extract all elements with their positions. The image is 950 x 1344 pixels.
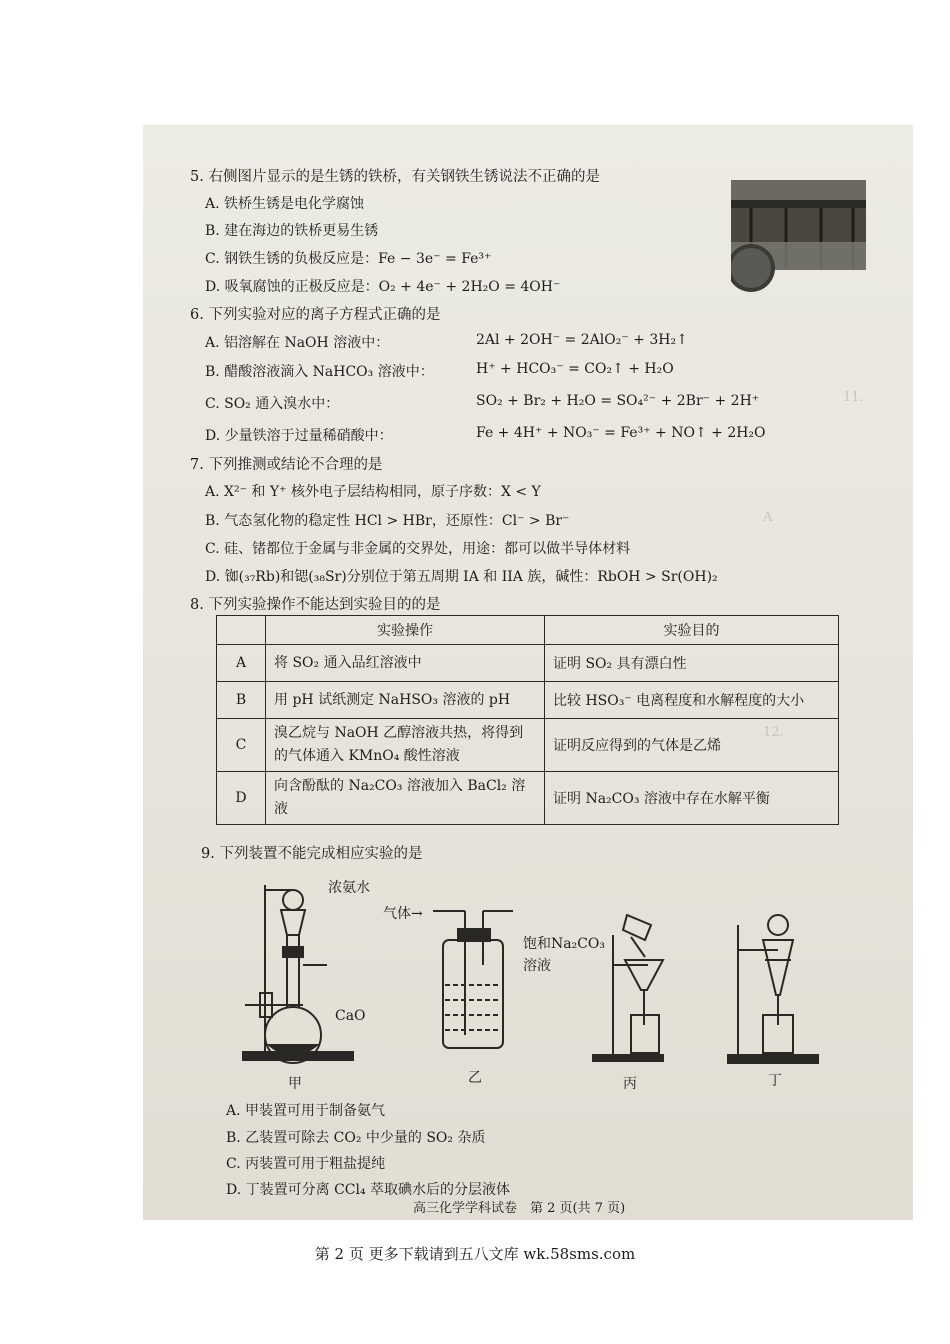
q5-stem: 5. 右侧图片显示的是生锈的铁桥，有关钢铁生锈说法不正确的是: [190, 169, 600, 185]
document-footer: 第 2 页 更多下载请到五八文库 wk.58sms.com: [314, 1245, 636, 1263]
table-row: [217, 645, 839, 682]
q5-option-a: A. 铁桥生锈是电化学腐蚀: [205, 196, 365, 212]
row-key: C: [217, 719, 266, 772]
q9-option-c: C. 丙装置可用于粗盐提纯: [226, 1156, 386, 1172]
table-row: [217, 719, 839, 772]
row-key: A: [217, 645, 266, 682]
label-jia: 甲: [288, 1076, 302, 1092]
bleed-text: 12.: [763, 725, 784, 740]
row-operation: 将 SO₂ 通入品红溶液中: [266, 645, 545, 682]
q7-stem: 7. 下列推测或结论不合理的是: [190, 457, 383, 473]
row-goal: 证明反应得到的气体是乙烯: [545, 719, 839, 772]
label-cao: CaO: [335, 1008, 366, 1024]
row-key: D: [217, 772, 266, 825]
bleed-text: 11.: [843, 390, 864, 405]
table-header-cell: [217, 616, 266, 645]
q9-option-a: A. 甲装置可用于制备氨气: [226, 1103, 386, 1119]
label-ammonia: 浓氨水: [328, 880, 370, 896]
row-operation: 向含酚酞的 Na₂CO₃ 溶液加入 BaCl₂ 溶液: [266, 772, 545, 825]
q9-stem: 9. 下列装置不能完成相应实验的是: [201, 846, 423, 862]
table-row: [217, 682, 839, 719]
label-yi: 乙: [468, 1070, 482, 1086]
q9-option-d: D. 丁装置可分离 CCl₄ 萃取碘水后的分层液体: [226, 1182, 511, 1198]
q6-option-c-label: C. SO₂ 通入溴水中：: [205, 396, 340, 412]
row-operation: 用 pH 试纸测定 NaHSO₃ 溶液的 pH: [266, 682, 545, 719]
q6-option-b-label: B. 醋酸溶液滴入 NaHCO₃ 溶液中：: [205, 364, 434, 380]
label-gas-inlet: 气体→: [383, 906, 423, 922]
table-header-cell: 实验目的: [545, 616, 839, 645]
row-goal: 证明 Na₂CO₃ 溶液中存在水解平衡: [545, 772, 839, 825]
label-bing: 丙: [623, 1076, 637, 1092]
apparatus-jia: [243, 885, 353, 1063]
label-na2co3-solution: 溶液: [523, 958, 551, 974]
q6-option-b-equation: H⁺ + HCO₃⁻ = CO₂↑ + H₂O: [476, 361, 674, 377]
q9-option-b: B. 乙装置可除去 CO₂ 中少量的 SO₂ 杂质: [226, 1130, 486, 1146]
q7-option-a: A. X²⁻ 和 Y⁺ 核外电子层结构相同，原子序数：X < Y: [205, 484, 541, 500]
q5-option-b: B. 建在海边的铁桥更易生锈: [205, 223, 379, 239]
bleed-text: A: [763, 510, 773, 525]
q8-stem: 8. 下列实验操作不能达到实验目的的是: [190, 597, 441, 613]
q7-option-b: B. 气态氢化物的稳定性 HCl > HBr，还原性：Cl⁻ > Br⁻: [205, 513, 570, 529]
q6-option-c-equation: SO₂ + Br₂ + H₂O = SO₄²⁻ + 2Br⁻ + 2H⁺: [476, 393, 760, 409]
label-na2co3: 饱和Na₂CO₃: [523, 936, 606, 952]
q8-experiment-table: [216, 615, 839, 825]
table-row: [217, 772, 839, 825]
table-header-row: [217, 616, 839, 645]
q5-option-c: C. 钢铁生锈的负极反应是：Fe − 3e⁻ = Fe³⁺: [205, 251, 492, 267]
scanned-exam-photo: [143, 125, 913, 1220]
q6-option-d-label: D. 少量铁溶于过量稀硝酸中：: [205, 428, 393, 444]
q7-option-c: C. 硅、锗都位于金属与非金属的交界处，用途：都可以做半导体材料: [205, 541, 631, 557]
row-operation: 溴乙烷与 NaOH 乙醇溶液共热，将得到的气体通入 KMnO₄ 酸性溶液: [266, 719, 545, 772]
q6-option-a-label: A. 铝溶解在 NaOH 溶液中：: [205, 335, 390, 351]
q7-option-d: D. 铷(₃₇Rb)和锶(₃₈Sr)分别位于第五周期 IA 和 IIA 族，碱性：RbOH > Sr(OH)₂: [205, 569, 718, 585]
row-goal: 比较 HSO₃⁻ 电离程度和水解程度的大小: [545, 682, 839, 719]
q6-stem: 6. 下列实验对应的离子方程式正确的是: [190, 307, 441, 323]
row-key: B: [217, 682, 266, 719]
row-goal: 证明 SO₂ 具有漂白性: [545, 645, 839, 682]
rusty-bridge-image: [731, 180, 866, 292]
q6-option-a-equation: 2Al + 2OH⁻ = 2AlO₂⁻ + 3H₂↑: [476, 332, 688, 348]
exam-page-footer: 高三化学学科试卷 第 2 页(共 7 页): [413, 1201, 626, 1216]
apparatus-ding: [728, 915, 818, 1063]
label-ding: 丁: [768, 1073, 782, 1089]
q5-option-d: D. 吸氧腐蚀的正极反应是：O₂ + 4e⁻ + 2H₂O = 4OH⁻: [205, 279, 561, 295]
apparatus-yi: [433, 911, 513, 1048]
q6-option-d-equation: Fe + 4H⁺ + NO₃⁻ = Fe³⁺ + NO↑ + 2H₂O: [476, 425, 766, 441]
table-header-cell: 实验操作: [266, 616, 545, 645]
